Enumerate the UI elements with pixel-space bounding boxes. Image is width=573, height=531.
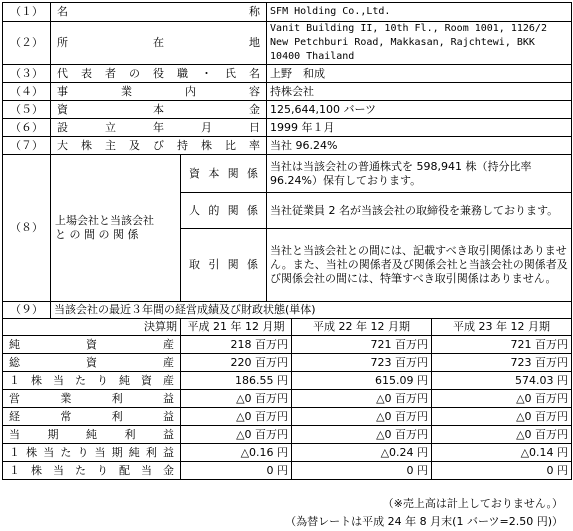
financial-row-net-assets	[3, 336, 572, 354]
row-number: （５）	[3, 101, 51, 119]
note-sales: （※売上高は計上しておりません。）	[382, 497, 563, 510]
financial-value: 721 百万円	[432, 336, 572, 354]
financial-row-label: 営 業 利 益	[3, 390, 181, 408]
financial-row-bps	[3, 372, 572, 390]
financial-value: △0 百万円	[292, 390, 432, 408]
financial-value: △0 百万円	[432, 426, 572, 444]
relation-description: 当社は当該会社の普通株式を 598,941 株（持分比率 96.24%）保有しております。	[267, 155, 572, 193]
company-overview-table	[2, 2, 572, 480]
row-label: 大株主及び持株比率	[51, 137, 267, 155]
financial-row-net-income	[3, 426, 572, 444]
financial-value: 218 百万円	[181, 336, 292, 354]
financial-header-row	[3, 319, 572, 336]
relation-description: 当社と当該会社との間には、記載すべき取引関係はありません。また、当社の関係者及び関係会社と当該会社の関係者及び関係会社の間には、特筆すべき取引関係はありません。	[267, 229, 572, 302]
financial-value: △0 百万円	[181, 390, 292, 408]
financial-value: 0 円	[181, 462, 292, 480]
row-number: （４）	[3, 83, 51, 101]
relation-type-label: 資 本 関 係	[181, 155, 267, 193]
financial-value: 0 円	[432, 462, 572, 480]
overview-row-shareholders	[3, 137, 572, 155]
relations-label-line2: と の 間 の 関 係	[55, 228, 139, 241]
financial-value: 220 百万円	[181, 354, 292, 372]
overview-row-business	[3, 83, 572, 101]
row-label: 設 立 年 月 日	[51, 119, 267, 137]
row-value: 1999 年１月	[267, 119, 572, 137]
row-number: （１）	[3, 3, 51, 22]
row-value: SFM Holding Co.,Ltd.	[267, 3, 572, 22]
note-exchange-rate: （為替レートは平成 24 年 8 月末(1 バーツ=2.50 円)）	[285, 515, 563, 528]
financial-row-dps	[3, 462, 572, 480]
financial-value: 721 百万円	[292, 336, 432, 354]
financial-value: 723 百万円	[292, 354, 432, 372]
financial-value: △0.24 円	[292, 444, 432, 462]
financial-value: △0 百万円	[181, 426, 292, 444]
row-number: （６）	[3, 119, 51, 137]
relation-type-label: 人 的 関 係	[181, 193, 267, 229]
overview-row-address	[3, 22, 572, 65]
row-value: Vanit Building II, 10th Fl., Room 1001, 1126/2 New Petchburi Road, Makkasan, Rajchtewi, BKK 10400 Thailand	[267, 22, 572, 65]
financial-title-row	[3, 302, 572, 319]
financial-value: 186.55 円	[181, 372, 292, 390]
row-number: （８）	[3, 155, 51, 302]
financial-row-label: １株当たり当期純利益	[3, 444, 181, 462]
financial-value: 723 百万円	[432, 354, 572, 372]
financial-value: △0 百万円	[432, 390, 572, 408]
financial-row-ordinary-income	[3, 408, 572, 426]
financial-row-label: １株当たり配当金	[3, 462, 181, 480]
relations-label	[51, 155, 181, 302]
period-header: 平成 21 年 12 月期	[181, 319, 292, 336]
row-label: 所 在 地	[51, 22, 267, 65]
row-value: 持株会社	[267, 83, 572, 101]
financial-row-label: 総 資 産	[3, 354, 181, 372]
relations-label-line1: 上場会社と当該会社	[55, 214, 154, 227]
relation-type-label: 取 引 関 係	[181, 229, 267, 302]
financial-value: △0 百万円	[292, 408, 432, 426]
financial-row-eps	[3, 444, 572, 462]
period-header: 平成 23 年 12 月期	[432, 319, 572, 336]
overview-row-representative	[3, 65, 572, 83]
overview-row-name	[3, 3, 572, 22]
financial-value: △0 百万円	[181, 408, 292, 426]
financial-value: 574.03 円	[432, 372, 572, 390]
financial-row-total-assets	[3, 354, 572, 372]
row-number: （３）	[3, 65, 51, 83]
financial-value: △0 百万円	[432, 408, 572, 426]
financial-value: △0.14 円	[432, 444, 572, 462]
financial-row-label: 当 期 純 利 益	[3, 426, 181, 444]
financial-row-operating-income	[3, 390, 572, 408]
financial-row-label: 経 常 利 益	[3, 408, 181, 426]
financial-value: 0 円	[292, 462, 432, 480]
financial-value: △0 百万円	[292, 426, 432, 444]
relation-description: 当社従業員 2 名が当該会社の取締役を兼務しております。	[267, 193, 572, 229]
period-header-label: 決算期	[3, 319, 181, 336]
row-value: 上野 和成	[267, 65, 572, 83]
financial-value: 615.09 円	[292, 372, 432, 390]
row-label: 事 業 内 容	[51, 83, 267, 101]
row-number: （２）	[3, 22, 51, 65]
financial-row-label: １株当たり純資産	[3, 372, 181, 390]
overview-row-capital	[3, 101, 572, 119]
financial-row-label: 純 資 産	[3, 336, 181, 354]
row-label: 代表者の役職・氏名	[51, 65, 267, 83]
relations-row-capital	[3, 155, 572, 193]
row-value: 当社 96.24%	[267, 137, 572, 155]
period-header: 平成 22 年 12 月期	[292, 319, 432, 336]
financial-value: △0.16 円	[181, 444, 292, 462]
row-number: （７）	[3, 137, 51, 155]
financial-title: 当該会社の最近３年間の経営成績及び財政状態(単体)	[51, 302, 572, 319]
overview-row-established	[3, 119, 572, 137]
row-label: 名 称	[51, 3, 267, 22]
row-label: 資 本 金	[51, 101, 267, 119]
row-number: （９）	[3, 302, 51, 319]
row-value: 125,644,100 バーツ	[267, 101, 572, 119]
